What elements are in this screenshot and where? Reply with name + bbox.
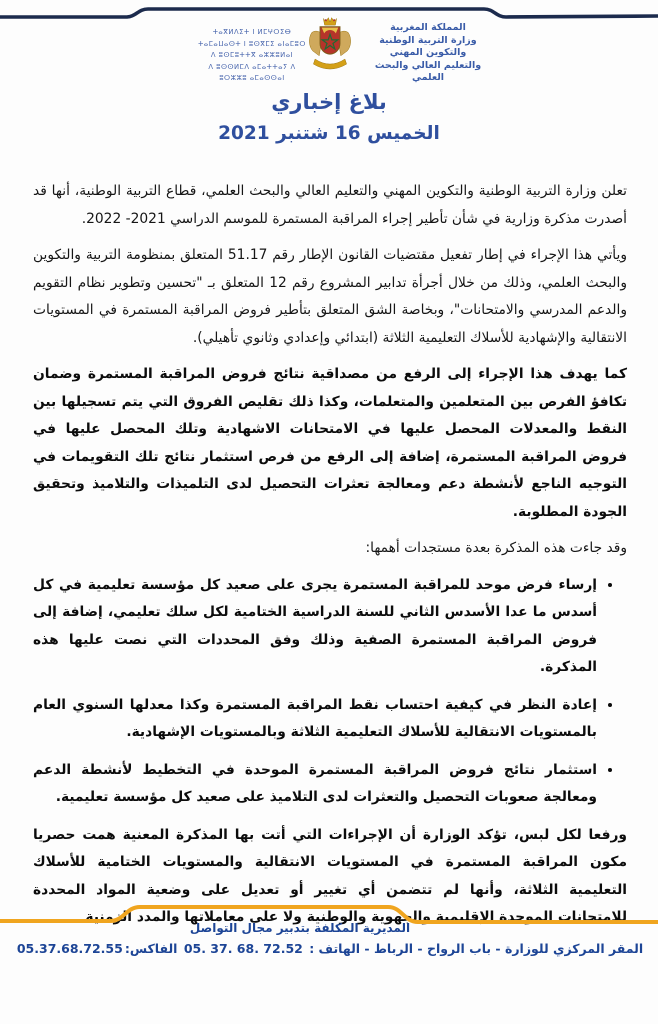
footer-address-label: المقر المركزي للوزارة - باب الرواح - الرباط - الهاتف : bbox=[309, 941, 644, 956]
ministry-line: والتكوين المهني bbox=[389, 47, 467, 58]
document-title: بلاغ إخباري bbox=[271, 90, 387, 114]
ministry-line: المملكة المغربية bbox=[390, 22, 466, 33]
footer-fax-number: 05.37.68.72.55 bbox=[16, 941, 123, 956]
footer-directorate: المديرية المكلفة بتدبير مجال التواصل bbox=[189, 921, 411, 935]
tifinagh-line: ⴷ ⵓⵙⵙⵍⵎⴷ ⴰⵎⴰⵜⵜⴰⵢ ⴷ ⵓⵔⵣⵣⵓ ⴰⵎⴰⵙⵙⴰⵏ bbox=[208, 62, 296, 82]
footer-address-contact bbox=[0, 941, 658, 956]
ministry-name-arabic bbox=[358, 22, 498, 85]
list-item: • إرساء فرض موحد للمراقبة المستمرة يجرى على صعيد كل مؤسسة تعليمية في كل أسدس ما عدا الأسدس الثاني للسنة الدراسية الختامية لكل سلك تعليمي، إضافة إلى فروض المراقبة المستمرة الصفية وذلك وفق المحددات التي نصت عليها هذه المذكرة. bbox=[33, 572, 597, 682]
paragraph-goals: كما يهدف هذا الإجراء إلى الرفع من مصداقية نتائج فروض المراقبة المستمرة وضمان تكافؤ الفرص بين المتعلمين والمتعلمات، وكذا ذلك تقليص الفروق التي يتم تسجيلها بين النقط والمعدلات المحصل عليها في الامتحانات الاشهادية وتلك المحصل عليها في فروض المراقبة المستمرة، إضافة إلى الرفع من فرص استثمار نتائج تلك التقويمات في التوجيه الناجع لأنشطة دعم ومعالجة تعثرات التحصيل لدى التلميذات والتلاميذ وتحقيق الجودة المطلوبة. bbox=[33, 366, 627, 520]
ministry-line: والتعليم العالي والبحث العلمي bbox=[374, 59, 482, 83]
footer-phone-number: 05. 37. 68. 72.52 bbox=[183, 941, 303, 956]
document-body bbox=[33, 178, 627, 941]
paragraph-clarification: ورفعا لكل لبس، تؤكد الوزارة أن الإجراءات التي أتت بها المذكرة المعنية همت حصريا مكون المراقبة المستمرة في المستويات الانتقالية والمستويات الختامية للأسلاك التعليمية الثلاثة، وأنها لم تتضمن أي تغيير أو تعديل على وضعية المواد المحددة للامتحانات الموحدة الإقليمية والجهوية والوطنية ولا على معاملاتها والمدد الزمنية bbox=[33, 826, 627, 925]
tifinagh-line: ⴷ ⵓⵙⵎⵓⵜⵜⴳ ⴰⵣⵣⵓⵍⴰⵏ bbox=[210, 51, 294, 59]
tifinagh-line: ⵜⴰⴳⵍⴷⵉⵜ ⵏ ⵍⵎⵖⵔⵉⴱ bbox=[212, 28, 292, 36]
tifinagh-ministry-name bbox=[196, 27, 308, 85]
paragraph-announcement: تعلن وزارة التربية الوطنية والتكوين المهني والتعليم العالي والبحث العلمي، قطاع التربية الوطنية، أنها قد أصدرت مذكرة وزارية في شأن تأطير إجراء المراقبة المستمرة للموسم الدراسي 2021- 2022. bbox=[33, 183, 627, 227]
ministry-line: وزارة التربية الوطنية bbox=[379, 34, 477, 46]
list-item: • استثمار نتائج فروض المراقبة المستمرة الموحدة في التخطيط لأنشطة الدعم ومعالجة صعوبات التحصيل والتعثرات لدى التلاميذ على صعيد كل مؤسسة تعليمية. bbox=[33, 757, 597, 812]
moroccan-coat-of-arms-icon bbox=[305, 16, 355, 74]
list-item: • إعادة النظر في كيفية احتساب نقط المراقبة المستمرة وكذا معدلها السنوي العام بالمستويات الانتقالية للأسلاك التعليمية الثلاثة وبالمستويات الإشهادية. bbox=[33, 692, 597, 747]
novelties-list bbox=[33, 572, 627, 812]
tifinagh-line: ⵜⴰⵎⴰⵡⴰⵙⵜ ⵏ ⵓⵙⴳⵎⵉ ⴰⵏⴰⵎⵓⵔ bbox=[198, 39, 306, 48]
footer-fax-label: الفاكس: bbox=[124, 941, 178, 956]
paragraph-novelties-intro: وقد جاءت هذه المذكرة بعدة مستجدات أهمها: bbox=[365, 540, 627, 556]
document-date: الخميس 16 شتنبر 2021 bbox=[218, 123, 440, 144]
paragraph-legal-frame: ويأتي هذا الإجراء في إطار تفعيل مقتضيات القانون الإطار رقم 51.17 المتعلق بمنظومة التربية والتكوين والبحث العلمي، وذلك من خلال أجرأة تدابير المشروع رقم 12 المتعلق بـ "تحسين وتطوير نظام التقويم والدعم المدرسي والامتحانات"، وبخاصة الشق المتعلق بتأطير فروض المراقبة المستمرة في المستويات الانتقالية والإشهادية للأسلاك التعليمية الثلاثة (ابتدائي وإعدادي وثانوي تأهيلي). bbox=[33, 247, 627, 346]
